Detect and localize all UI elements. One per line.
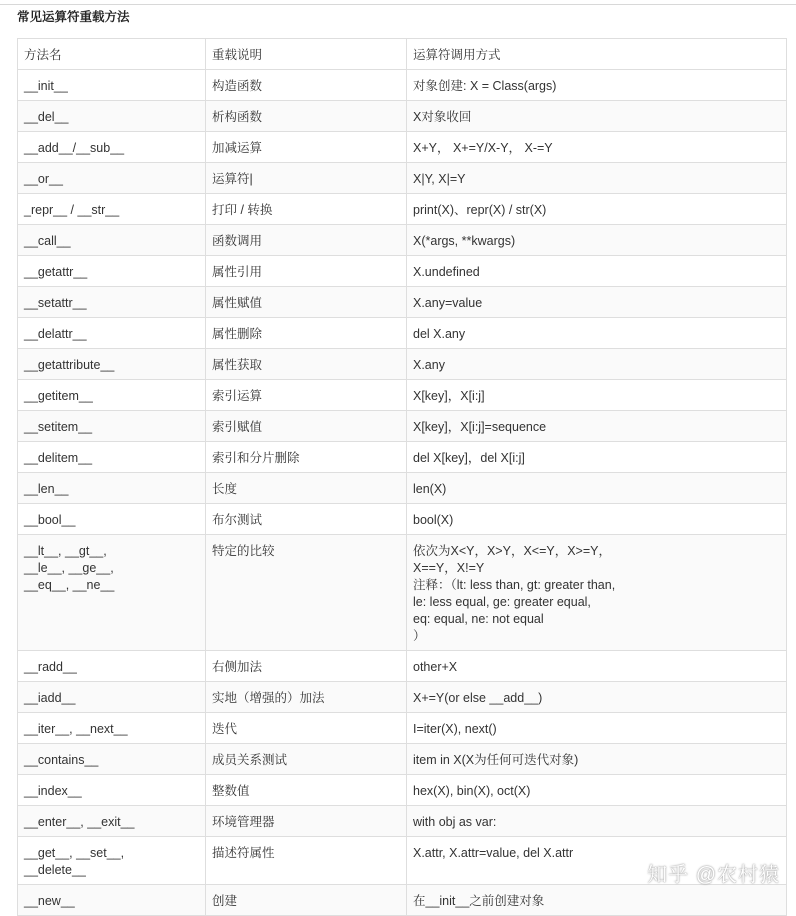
method-cell: __setattr__ <box>18 287 206 318</box>
table-row <box>18 318 787 349</box>
usage-cell: bool(X) <box>407 504 787 535</box>
usage-cell: X+Y， X+=Y/X-Y， X-=Y <box>407 132 787 163</box>
description-cell: 析构函数 <box>206 101 407 132</box>
method-cell: __get__, __set__, __delete__ <box>18 837 206 885</box>
method-cell: __len__ <box>18 473 206 504</box>
table-row <box>18 473 787 504</box>
usage-cell: print(X)、repr(X) / str(X) <box>407 194 787 225</box>
usage-cell: len(X) <box>407 473 787 504</box>
usage-cell: del X[key]，del X[i:j] <box>407 442 787 473</box>
method-cell: _repr__ / __str__ <box>18 194 206 225</box>
top-divider <box>0 4 796 5</box>
method-cell: __call__ <box>18 225 206 256</box>
section-title: 常见运算符重载方法 <box>17 10 130 24</box>
description-cell: 长度 <box>206 473 407 504</box>
description-cell: 函数调用 <box>206 225 407 256</box>
zhihu-watermark: 知乎 @农村猿 <box>647 864 780 886</box>
table-row <box>18 535 787 651</box>
description-cell: 构造函数 <box>206 70 407 101</box>
method-cell: __new__ <box>18 885 206 916</box>
table-row <box>18 713 787 744</box>
table-row <box>18 132 787 163</box>
method-cell: __or__ <box>18 163 206 194</box>
description-cell: 创建 <box>206 885 407 916</box>
usage-cell: X对象收回 <box>407 101 787 132</box>
usage-cell: other+X <box>407 651 787 682</box>
method-cell: __del__ <box>18 101 206 132</box>
table-row <box>18 380 787 411</box>
description-cell: 实地（增强的）加法 <box>206 682 407 713</box>
table-row <box>18 163 787 194</box>
usage-cell: item in X(X为任何可迭代对象) <box>407 744 787 775</box>
usage-cell: X|Y, X|=Y <box>407 163 787 194</box>
usage-cell: with obj as var: <box>407 806 787 837</box>
table-row <box>18 411 787 442</box>
table-row <box>18 682 787 713</box>
method-cell: __contains__ <box>18 744 206 775</box>
description-cell: 特定的比较 <box>206 535 407 651</box>
method-cell: __init__ <box>18 70 206 101</box>
description-cell: 右侧加法 <box>206 651 407 682</box>
table-row <box>18 442 787 473</box>
table-row <box>18 349 787 380</box>
usage-cell: X.any=value <box>407 287 787 318</box>
method-cell: __setitem__ <box>18 411 206 442</box>
header-call-usage: 运算符调用方式 <box>407 39 787 70</box>
method-cell: __getitem__ <box>18 380 206 411</box>
description-cell: 加减运算 <box>206 132 407 163</box>
usage-cell: X[key]，X[i:j] <box>407 380 787 411</box>
method-cell: __radd__ <box>18 651 206 682</box>
description-cell: 索引和分片删除 <box>206 442 407 473</box>
table-row <box>18 885 787 916</box>
description-cell: 打印 / 转换 <box>206 194 407 225</box>
table-row <box>18 287 787 318</box>
method-cell: __bool__ <box>18 504 206 535</box>
header-method-name: 方法名 <box>18 39 206 70</box>
table-row <box>18 806 787 837</box>
usage-cell: X+=Y(or else __add__) <box>407 682 787 713</box>
description-cell: 属性引用 <box>206 256 407 287</box>
table-row <box>18 651 787 682</box>
description-cell: 索引赋值 <box>206 411 407 442</box>
usage-cell: hex(X), bin(X), oct(X) <box>407 775 787 806</box>
method-cell: __getattribute__ <box>18 349 206 380</box>
table-row <box>18 256 787 287</box>
usage-cell: X[key]，X[i:j]=sequence <box>407 411 787 442</box>
description-cell: 属性删除 <box>206 318 407 349</box>
usage-cell: X.undefined <box>407 256 787 287</box>
method-cell: __lt__, __gt__, __le__, __ge__, __eq__, __ne__ <box>18 535 206 651</box>
method-cell: __getattr__ <box>18 256 206 287</box>
description-cell: 整数值 <box>206 775 407 806</box>
method-cell: __add__/__sub__ <box>18 132 206 163</box>
description-cell: 属性赋值 <box>206 287 407 318</box>
method-cell: __enter__, __exit__ <box>18 806 206 837</box>
table-row <box>18 225 787 256</box>
method-cell: __index__ <box>18 775 206 806</box>
description-cell: 描述符属性 <box>206 837 407 885</box>
table-row <box>18 101 787 132</box>
usage-cell: X(*args, **kwargs) <box>407 225 787 256</box>
table-row <box>18 744 787 775</box>
description-cell: 运算符| <box>206 163 407 194</box>
description-cell: 布尔测试 <box>206 504 407 535</box>
method-cell: __iadd__ <box>18 682 206 713</box>
table-row <box>18 504 787 535</box>
table-row <box>18 70 787 101</box>
usage-cell: del X.any <box>407 318 787 349</box>
usage-cell: I=iter(X), next() <box>407 713 787 744</box>
header-overload-desc: 重载说明 <box>206 39 407 70</box>
method-cell: __delitem__ <box>18 442 206 473</box>
operator-overload-table <box>17 38 787 916</box>
method-cell: __iter__, __next__ <box>18 713 206 744</box>
table-row <box>18 775 787 806</box>
usage-cell: 依次为X<Y，X>Y，X<=Y，X>=Y， X==Y，X!=Y 注释：（lt: less than, gt: greater than, le: less equal, ge: greater equal, eq: equal, ne: not equal ） <box>407 535 787 651</box>
usage-cell: X.any <box>407 349 787 380</box>
usage-cell: 在__init__之前创建对象 <box>407 885 787 916</box>
table-row <box>18 194 787 225</box>
description-cell: 索引运算 <box>206 380 407 411</box>
method-cell: __delattr__ <box>18 318 206 349</box>
usage-cell: X.attr, X.attr=value, del X.attr <box>407 837 787 885</box>
description-cell: 迭代 <box>206 713 407 744</box>
description-cell: 属性获取 <box>206 349 407 380</box>
description-cell: 环境管理器 <box>206 806 407 837</box>
table-header-row <box>18 39 787 70</box>
description-cell: 成员关系测试 <box>206 744 407 775</box>
usage-cell: 对象创建: X = Class(args) <box>407 70 787 101</box>
